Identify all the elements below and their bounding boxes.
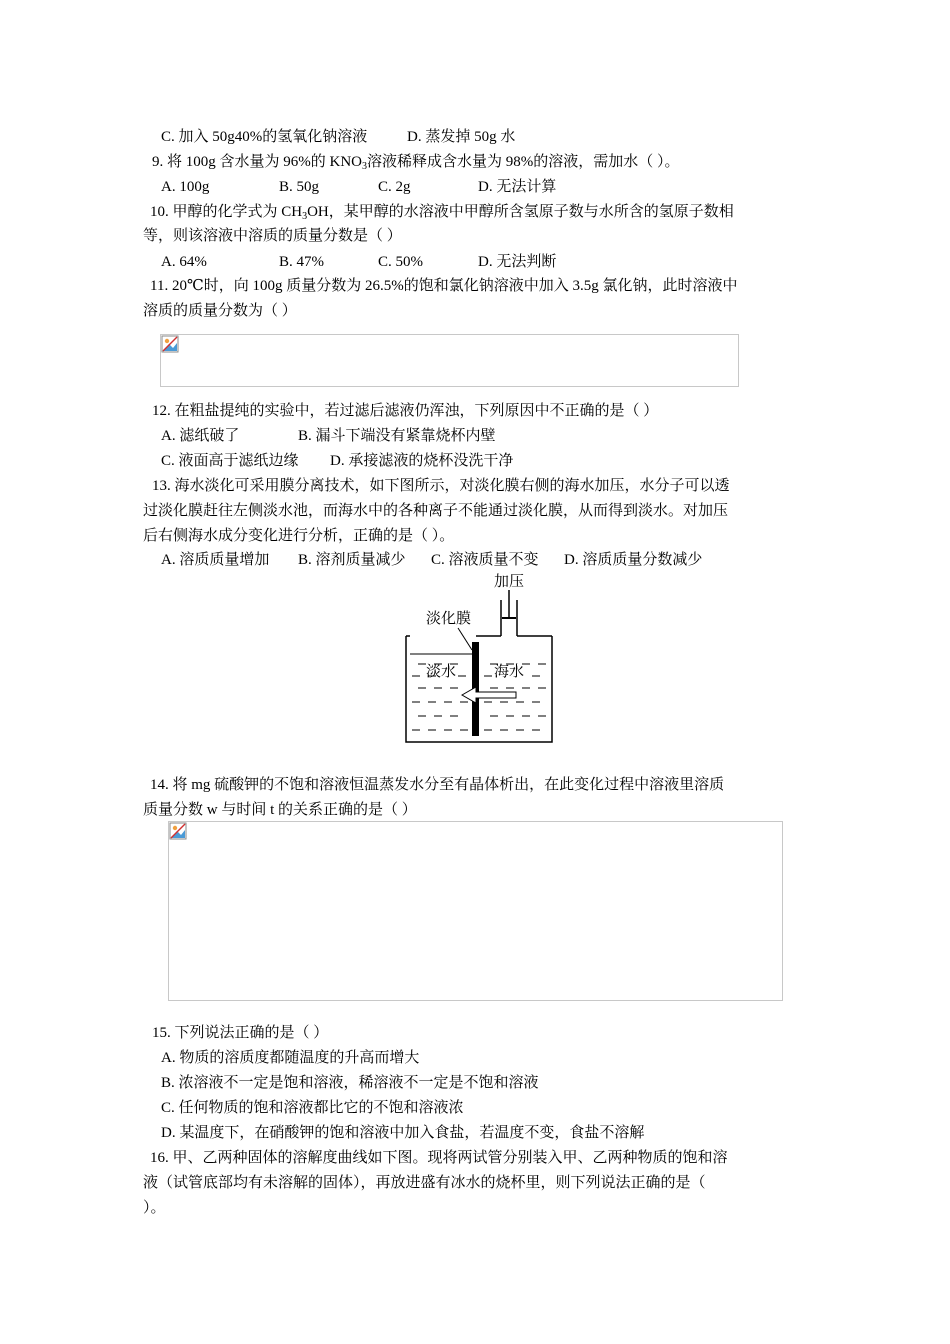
q10-option-d: D. 无法判断 <box>478 254 557 270</box>
q16-stem-line2: 液（试管底部均有未溶解的固体），再放进盛有冰水的烧杯里，则下列说法正确的是（ <box>143 1175 706 1191</box>
q10-stem-part1: 10. 甲醇的化学式为 CH <box>150 204 303 220</box>
broken-image-icon <box>169 822 187 840</box>
q15-option-b: B. 浓溶液不一定是饱和溶液，稀溶液不一定是不饱和溶液 <box>161 1075 539 1091</box>
q15-option-d: D. 某温度下，在硝酸钾的饱和溶液中加入食盐，若温度不变，食盐不溶解 <box>161 1125 645 1141</box>
q12-option-c: C. 液面高于滤纸边缘 <box>161 453 299 469</box>
q14-stem-line1: 14. 将 mg 硫酸钾的不饱和溶液恒温蒸发水分至有晶体析出，在此变化过程中溶液里溶质 <box>150 777 725 793</box>
freshwater-label: 淡水 <box>426 662 457 680</box>
q13-stem-line1: 13. 海水淡化可采用膜分离技术，如下图所示，对淡化膜右侧的海水加压，水分子可以透 <box>152 478 730 494</box>
q12-option-a: A. 滤纸破了 <box>161 428 240 444</box>
q10-option-a: A. 64% <box>161 254 207 270</box>
q15-stem: 15. 下列说法正确的是（ ） <box>152 1025 329 1041</box>
seawater-label: 海水 <box>494 662 525 680</box>
q13-stem-line2: 过淡化膜赶往左侧淡水池，而海水中的各种离子不能通过淡化膜，从而得到淡水。对加压 <box>143 503 729 519</box>
membrane-pointer <box>458 628 472 650</box>
q14-options-image-placeholder <box>168 821 783 1001</box>
membrane-label: 淡化膜 <box>426 609 472 627</box>
flow-arrow-icon <box>462 687 516 703</box>
q10-stem-part2: OH，某甲醇的水溶液中甲醇所含氢原子数与水所含的氢原子数相 <box>307 204 734 220</box>
q16-stem-line1: 16. 甲、乙两种固体的溶解度曲线如下图。现将两试管分别装入甲、乙两种物质的饱和溶 <box>150 1150 728 1166</box>
q11-options-image-placeholder <box>160 334 739 387</box>
q9-option-a: A. 100g <box>161 179 210 195</box>
q10-option-b: B. 47% <box>279 254 324 270</box>
q11-stem-line1: 11. 20℃时，向 100g 质量分数为 26.5%的饱和氯化钠溶液中加入 3.5g 氯化钠，此时溶液中 <box>150 278 738 294</box>
q8-option-c: C. 加入 50g40%的氢氧化钠溶液 <box>161 129 368 145</box>
q15-option-c: C. 任何物质的饱和溶液都比它的不饱和溶液浓 <box>161 1100 464 1116</box>
q9-stem-part2: 溶液稀释成含水量为 98%的溶液，需加水（ ）。 <box>367 154 680 170</box>
q11-stem-line2: 溶质的质量分数为（ ） <box>143 303 297 319</box>
q12-option-b: B. 漏斗下端没有紧靠烧杯内壁 <box>298 428 496 444</box>
q10-stem-subscript: 3 <box>302 211 308 222</box>
q9-stem <box>152 152 680 172</box>
q9-option-d: D. 无法计算 <box>478 179 557 195</box>
q10-stem-line2: 等，则该溶液中溶质的质量分数是（ ） <box>143 228 402 244</box>
broken-image-icon <box>161 335 179 353</box>
q8-option-d: D. 蒸发掉 50g 水 <box>407 129 516 145</box>
membrane-separation-diagram <box>398 568 558 746</box>
q9-stem-part1: 9. 将 100g 含水量为 96%的 KNO <box>152 154 362 170</box>
q12-stem: 12. 在粗盐提纯的实验中，若过滤后滤液仍浑浊，下列原因中不正确的是（ ） <box>152 403 659 419</box>
q13-option-a: A. 溶质质量增加 <box>161 552 270 568</box>
q16-stem-line3: ）。 <box>143 1200 166 1216</box>
q13-option-d: D. 溶质质量分数减少 <box>564 552 703 568</box>
q13-stem-line3: 后右侧海水成分变化进行分析，正确的是（ ）。 <box>143 528 455 544</box>
q9-stem-subscript: 3 <box>362 161 367 172</box>
q10-option-c: C. 50% <box>378 254 423 270</box>
q13-option-c: C. 溶液质量不变 <box>431 552 539 568</box>
q14-stem-line2: 质量分数 w 与时间 t 的关系正确的是（ ） <box>143 802 417 818</box>
q12-option-d: D. 承接滤液的烧杯没洗干净 <box>330 453 514 469</box>
q13-option-b: B. 溶剂质量减少 <box>298 552 406 568</box>
q9-option-c: C. 2g <box>378 179 411 195</box>
q15-option-a: A. 物质的溶质度都随温度的升高而增大 <box>161 1050 420 1066</box>
pressure-label: 加压 <box>494 572 525 590</box>
q9-option-b: B. 50g <box>279 179 320 195</box>
q10-stem-line1 <box>150 202 734 222</box>
